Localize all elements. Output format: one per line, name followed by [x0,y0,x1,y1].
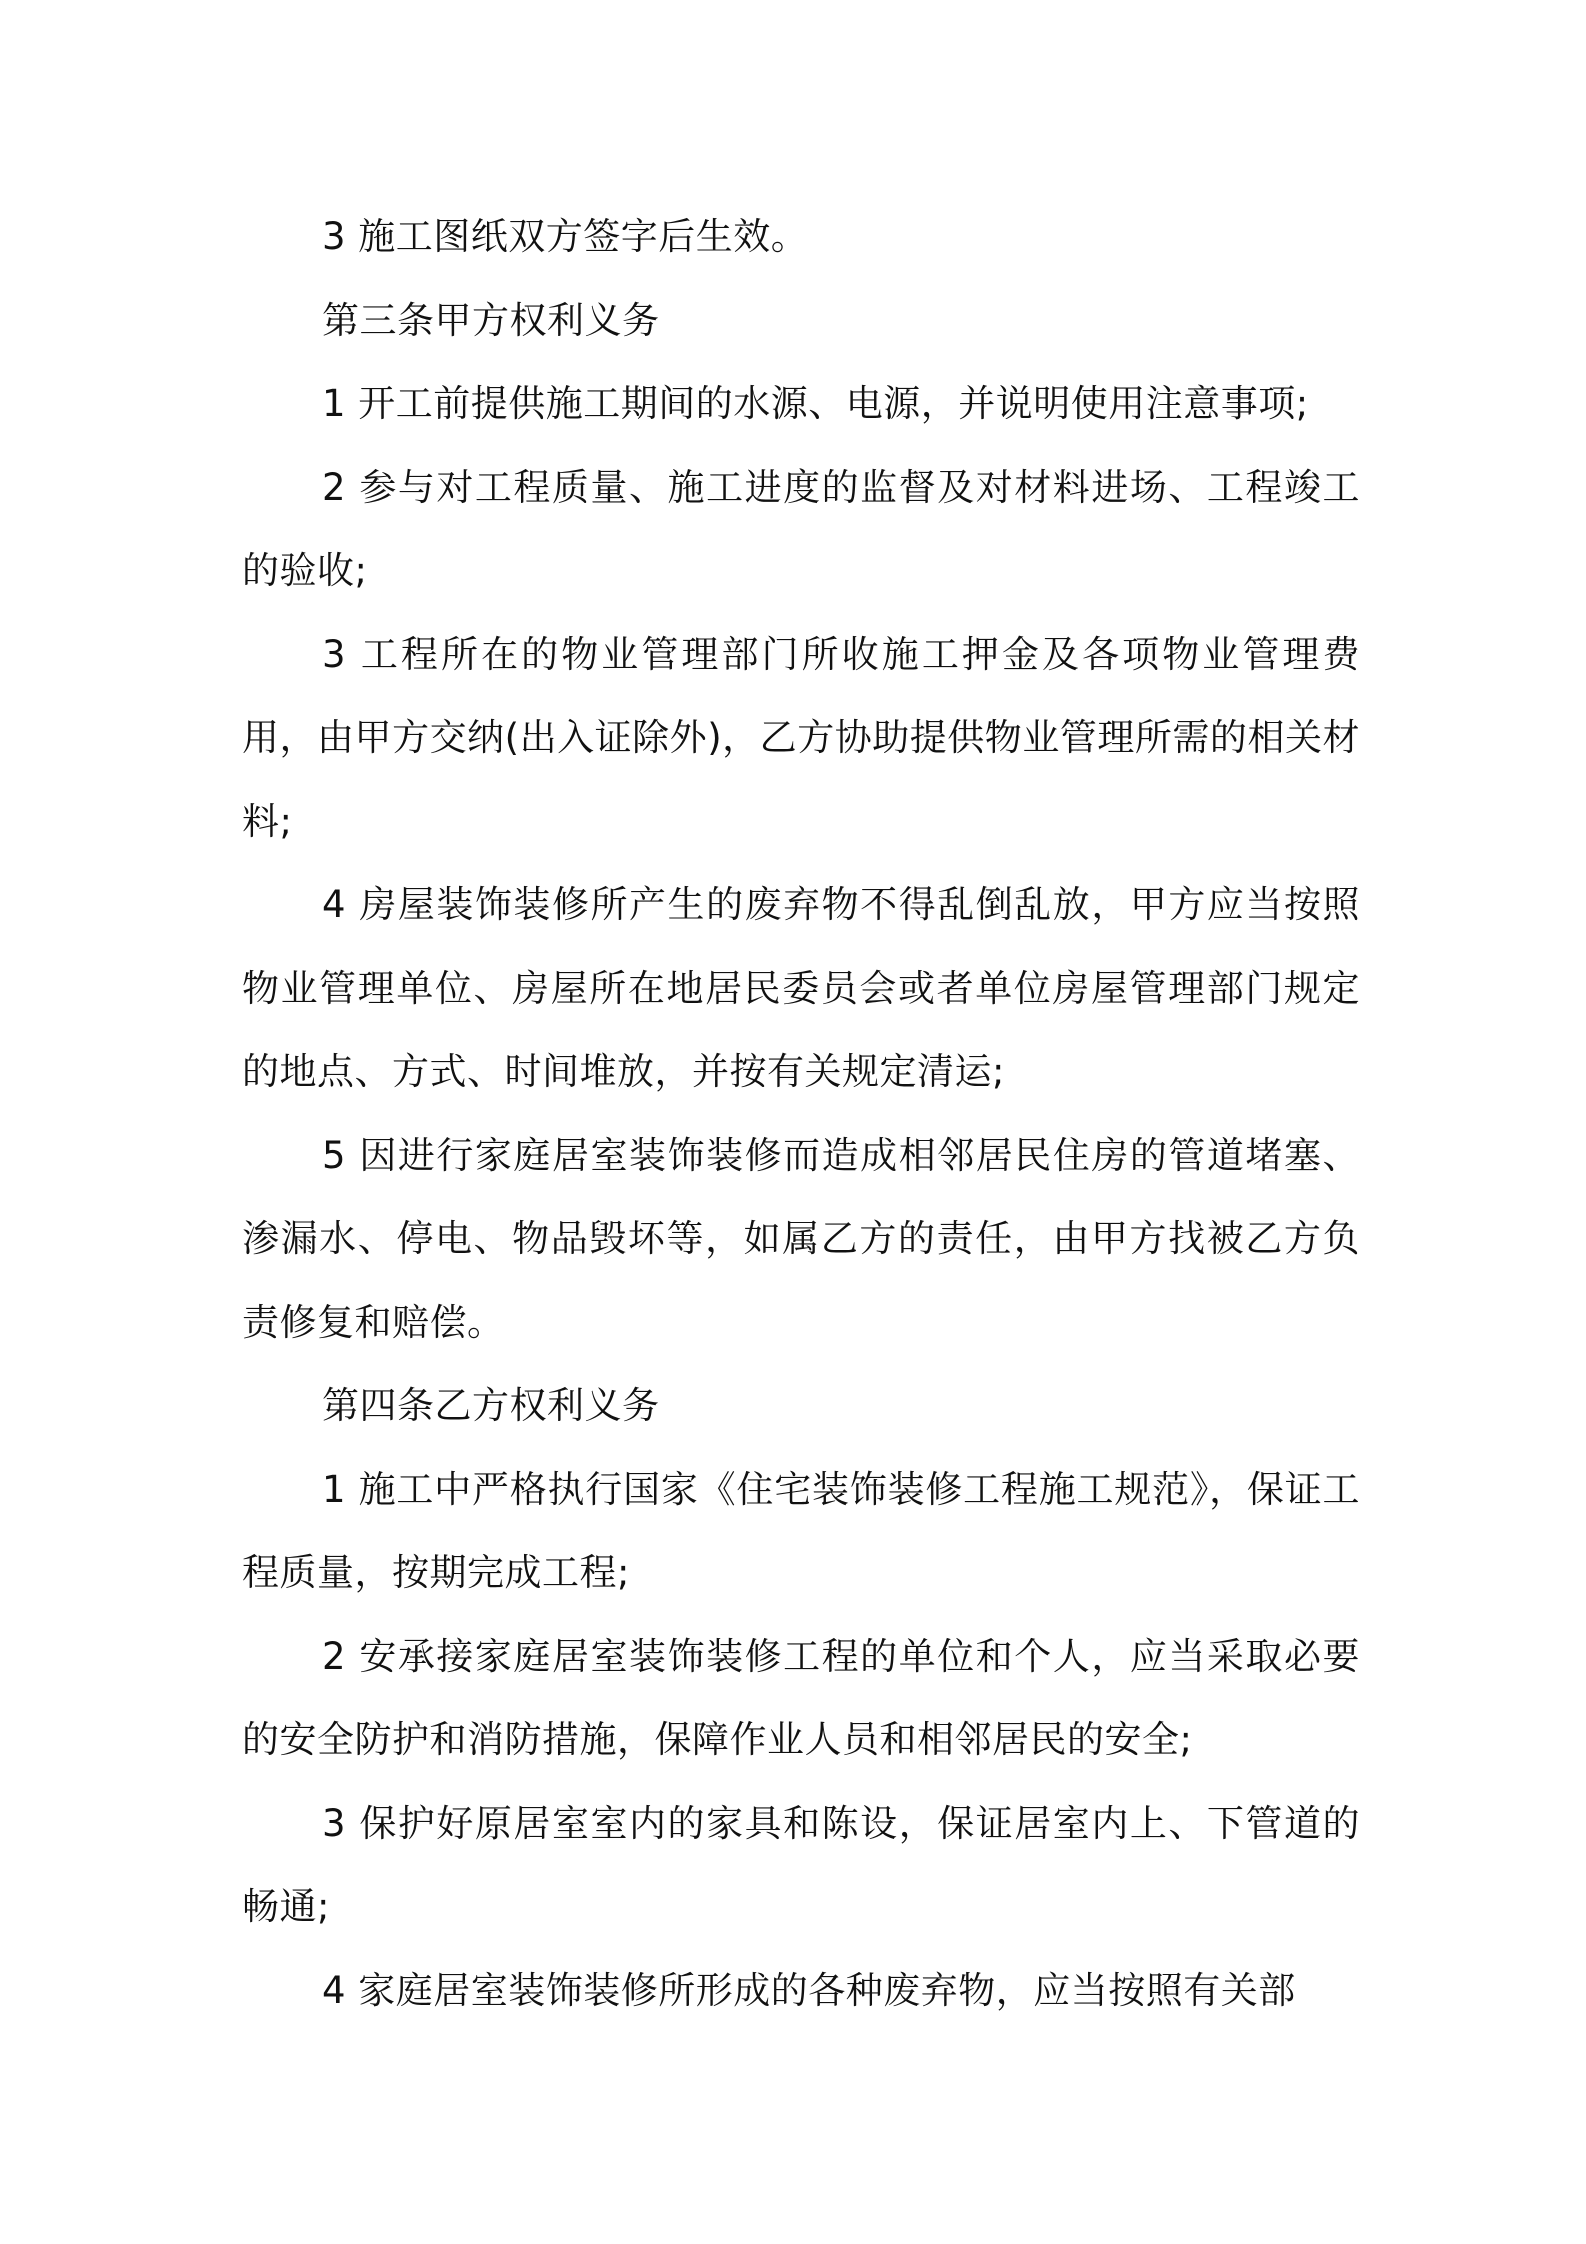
paragraph-party-a-item-2: 2 参与对工程质量、施工进度的监督及对材料进场、工程竣工的验收; [242,465,1360,592]
paragraph-party-b-item-1: 1 施工中严格执行国家《住宅装饰装修工程施工规范》，保证工程质量，按期完成工程; [242,1467,1360,1594]
paragraph-party-a-item-4: 4 房屋装饰装修所产生的废弃物不得乱倒乱放，甲方应当按照物业管理单位、房屋所在地居民委员会或者单位房屋管理部门规定的地点、方式、时间堆放，并按有关规定清运; [242,883,1360,1093]
paragraph-party-b-item-4: 4 家庭居室装饰装修所形成的各种废弃物，应当按照有关部 [322,1968,1296,2012]
document-body [242,195,1360,2032]
paragraph-drawings-signed: 3 施工图纸双方签字后生效。 [322,215,809,258]
heading-article-4: 第四条乙方权利义务 [322,1384,660,1427]
paragraph-party-a-item-1: 1 开工前提供施工期间的水源、电源，并说明使用注意事项; [322,382,1309,425]
paragraph-party-b-item-2: 2 安承接家庭居室装饰装修工程的单位和个人，应当采取必要的安全防护和消防措施，保障作业人员和相邻居民的安全; [242,1634,1360,1761]
paragraph-party-b-item-3: 3 保护好原居室室内的家具和陈设，保证居室内上、下管道的畅通; [242,1801,1360,1928]
paragraph-party-a-item-5: 5 因进行家庭居室装饰装修而造成相邻居民住房的管道堵塞、渗漏水、停电、物品毁坏等，如属乙方的责任，由甲方找被乙方负责修复和赔偿。 [242,1133,1360,1344]
paragraph-party-a-item-3: 3 工程所在的物业管理部门所收施工押金及各项物业管理费用，由甲方交纳(出入证除外)，乙方协助提供物业管理所需的相关材料; [242,632,1360,843]
heading-article-3: 第三条甲方权利义务 [322,298,660,342]
